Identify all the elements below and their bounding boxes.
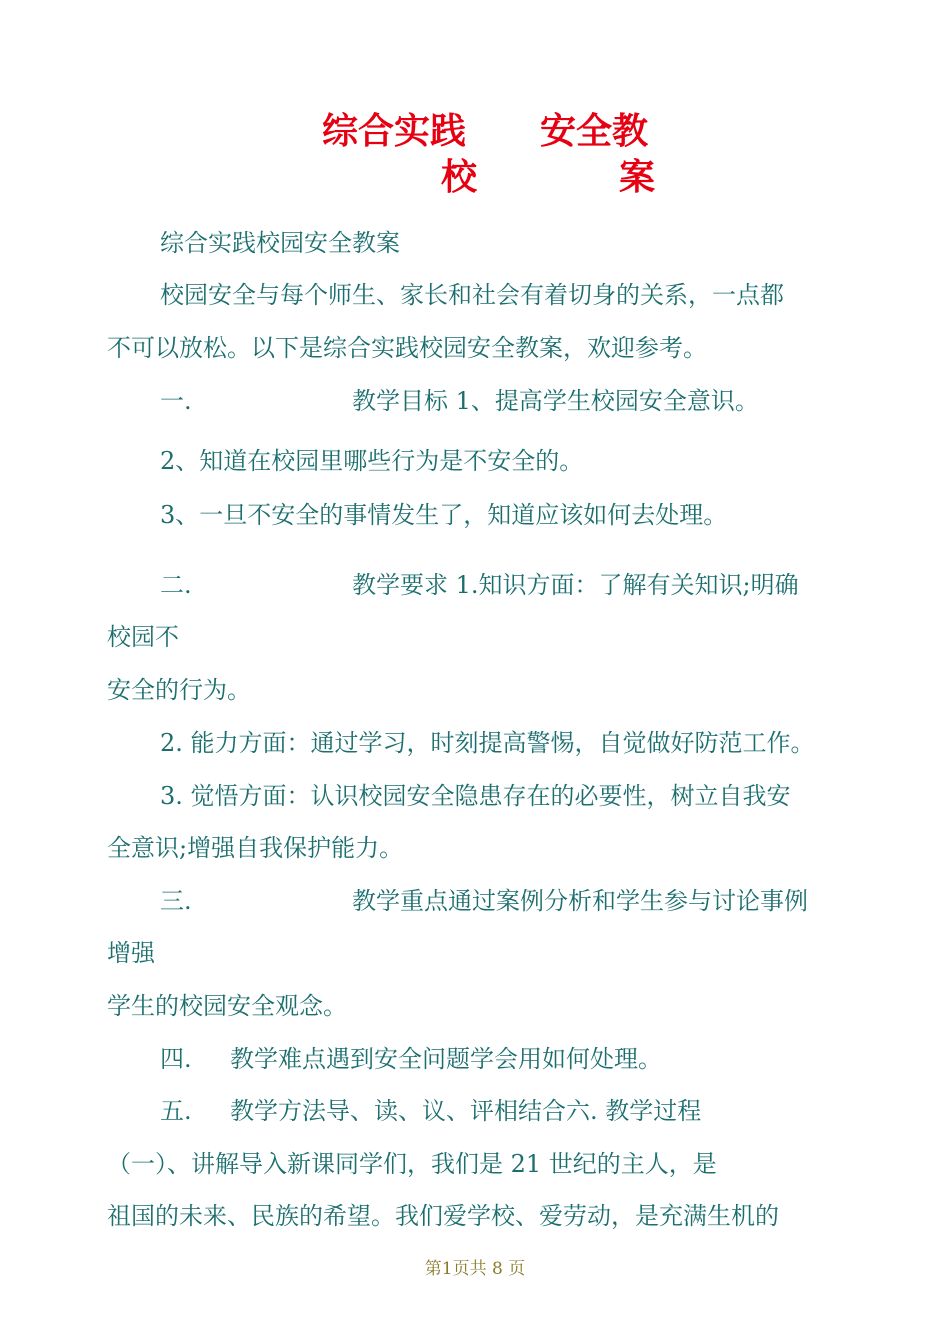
body-line: 不可以放松。以下是综合实践校园安全教案，欢迎参考。 [107,334,707,362]
body-line: 学生的校园安全观念。 [107,992,347,1020]
body-line: 2. 能力方面：通过学习，时刻提高警惕，自觉做好防范工作。 [160,729,815,757]
section-number: 四. [160,1045,192,1073]
section-text: 教学方法导、读、议、评相结合六. 教学过程 [230,1097,702,1125]
page-footer: 第1页共 8 页 [424,1259,526,1279]
body-line: 3. 觉悟方面：认识校园安全隐患存在的必要性，树立自我安 [160,782,791,810]
body-line: 校园安全与每个师生、家长和社会有着切身的关系，一点都 [160,281,784,309]
doc-title-part-4: 案 [619,157,656,198]
section-text: 教学要求 1.知识方面：了解有关知识;明确 [352,571,799,599]
section-text: 教学目标 1、提高学生校园安全意识。 [352,387,759,415]
body-line: 全意识;增强自我保护能力。 [107,834,404,862]
body-line: 3、一旦不安全的事情发生了，知道应该如何去处理。 [160,501,728,529]
section-number: 三. [160,887,192,915]
body-line: 安全的行为。 [107,676,251,704]
doc-title-part-3: 校 [441,157,478,198]
section-number: 二. [160,571,192,599]
body-line: 增强 [107,939,155,967]
section-text: 教学重点通过案例分析和学生参与讨论事例 [352,887,808,915]
body-line: 祖国的未来、民族的希望。我们爱学校、爱劳动，是充满生机的 [107,1202,779,1230]
section-text: 教学难点遇到安全问题学会用如何处理。 [230,1045,662,1073]
body-line: 综合实践校园安全教案 [160,229,400,257]
body-line: 校园不 [107,623,179,651]
section-number: 五. [160,1097,192,1125]
doc-title-part-1: 综合实践 [322,111,467,152]
body-line: （一）、讲解导入新课同学们，我们是 21 世纪的主人，是 [107,1150,717,1178]
section-number: 一. [160,387,192,415]
doc-title-part-2: 安全教 [540,111,649,152]
body-line: 2、知道在校园里哪些行为是不安全的。 [160,447,584,475]
